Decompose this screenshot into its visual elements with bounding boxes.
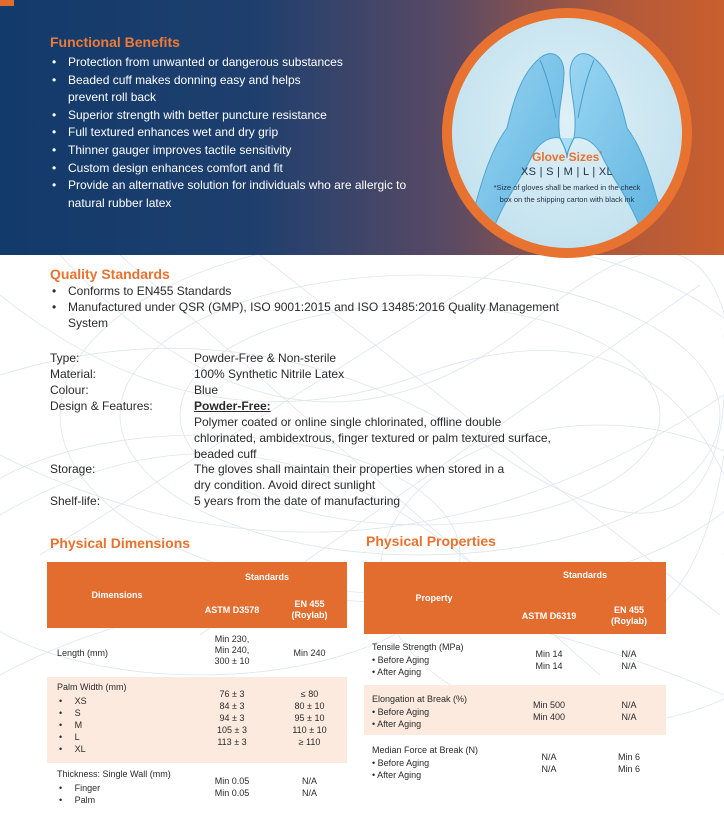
header-property: Property (415, 593, 453, 603)
spec-design-heading: Powder-Free: (194, 399, 271, 413)
benefit-item: • Custom design enhances comfort and fit (50, 160, 440, 178)
header-standards: Standards (562, 570, 607, 580)
benefit-item: • Provide an alternative solution for individuals who are allergic to (50, 177, 440, 195)
benefit-item: • Beaded cuff makes donning easy and helps (50, 72, 440, 90)
palm-astm-values: 76 ± 3 84 ± 3 94 ± 3 105 ± 3 113 ± 3 (217, 689, 247, 747)
thickness-astm-values: Min 0.05 Min 0.05 (214, 776, 250, 798)
spec-type-value: Powder-Free & Non-sterile (194, 351, 337, 365)
length-astm: Min 230, Min 240, 300 ± 10 (214, 634, 250, 666)
spec-material-label: Material: (50, 367, 97, 381)
spec-design-value (194, 398, 579, 462)
quality-standards-list (50, 283, 590, 331)
median-force-en455-values: Min 6 Min 6 (617, 752, 640, 774)
palm-size-list: • XS • S • M • L • XL (59, 696, 87, 754)
palm-width-label: Palm Width (mm) (57, 682, 127, 692)
thickness-label: Thickness: Single Wall (mm) (57, 769, 171, 779)
spec-design-line: beaded cuff (194, 447, 257, 461)
palm-en455-values: ≤ 80 80 ± 10 95 ± 10 110 ± 10 ≥ 110 (292, 689, 327, 747)
length-label: Length (mm) (57, 648, 109, 658)
spec-design-line: chlorinated, ambidextrous, finger textured or palm textured surface, (194, 431, 551, 445)
spec-colour-label: Colour: (50, 383, 89, 397)
benefit-item: • Full textured enhances wet and dry grip (50, 124, 440, 142)
physical-dimensions-title: Physical Dimensions (50, 535, 191, 551)
spec-material-value: 100% Synthetic Nitrile Latex (194, 367, 345, 381)
spec-type-label: Type: (50, 351, 80, 365)
spec-storage-value (194, 461, 579, 493)
elongation-en455-values: N/A N/A (621, 700, 637, 722)
physical-properties-title: Physical Properties (366, 533, 496, 549)
spec-design-label: Design & Features: (50, 399, 153, 413)
glove-heart-photo (452, 18, 682, 248)
benefit-item: • Superior strength with better puncture resistance (50, 107, 440, 125)
header-en455: EN 455 (Roylab) (611, 605, 647, 626)
benefit-item-continuation: natural rubber latex (68, 195, 172, 210)
glove-sizes-title: Glove Sizes* (531, 150, 603, 164)
quality-standards-title: Quality Standards (50, 266, 170, 282)
header-dimensions: Dimensions (91, 590, 143, 600)
glove-sizes-note: *Size of gloves shall be marked in the check box on the shipping carton with black ink (493, 183, 641, 204)
length-en455: Min 240 (293, 648, 326, 658)
benefit-item-continuation: prevent roll back (68, 90, 157, 105)
glove-heart-icon (452, 18, 682, 248)
spec-shelf-value: 5 years from the date of manufacturing (194, 494, 401, 508)
physical-properties-table (364, 562, 666, 819)
benefit-item: • Protection from unwanted or dangerous substances (50, 54, 440, 72)
header-astm: ASTM D6319 (521, 611, 577, 621)
glove-sizes-list: XS | S | M | L | XL (521, 166, 613, 178)
thickness-part-list: • Finger • Palm (59, 783, 101, 805)
header-standards: Standards (244, 572, 289, 582)
header-en455: EN 455 (Roylab) (291, 599, 328, 620)
spec-storage-line: The gloves shall maintain their properties when stored in a (194, 462, 505, 476)
elongation-label: Elongation at Break (%) • Before Aging • After Aging (372, 694, 468, 729)
physical-dimensions-table (47, 562, 347, 819)
elongation-astm-values: Min 500 Min 400 (532, 700, 566, 722)
functional-benefits-title: Functional Benefits (50, 34, 180, 50)
thickness-en455-values: N/A N/A (301, 776, 317, 798)
spec-storage-label: Storage: (50, 462, 96, 476)
tensile-strength-label: Tensile Strength (MPa) • Before Aging • After Aging (372, 642, 464, 677)
spec-colour-value: Blue (194, 383, 219, 397)
median-force-label: Median Force at Break (N) • Before Aging • After Aging (372, 745, 479, 780)
corner-tag (0, 0, 14, 6)
functional-benefits-list (50, 54, 440, 212)
spec-storage-line: dry condition. Avoid direct sunlight (194, 478, 376, 492)
standard-item: • Conforms to EN455 Standards (50, 283, 590, 299)
tensile-astm-values: Min 14 Min 14 (535, 649, 563, 671)
benefit-item: • Thinner gauger improves tactile sensitivity (50, 142, 440, 160)
standard-item: • Manufactured under QSR (GMP), ISO 9001:2015 and ISO 13485:2016 Quality Management (50, 299, 590, 315)
tensile-en455-values: N/A N/A (621, 649, 637, 671)
header-astm: ASTM D3578 (204, 605, 260, 615)
standard-item-continuation: System (68, 316, 109, 330)
median-force-astm-values: N/A N/A (541, 752, 557, 774)
spec-design-line: Polymer coated or online single chlorinated, offline double (194, 415, 502, 429)
spec-shelf-label: Shelf-life: (50, 494, 101, 508)
